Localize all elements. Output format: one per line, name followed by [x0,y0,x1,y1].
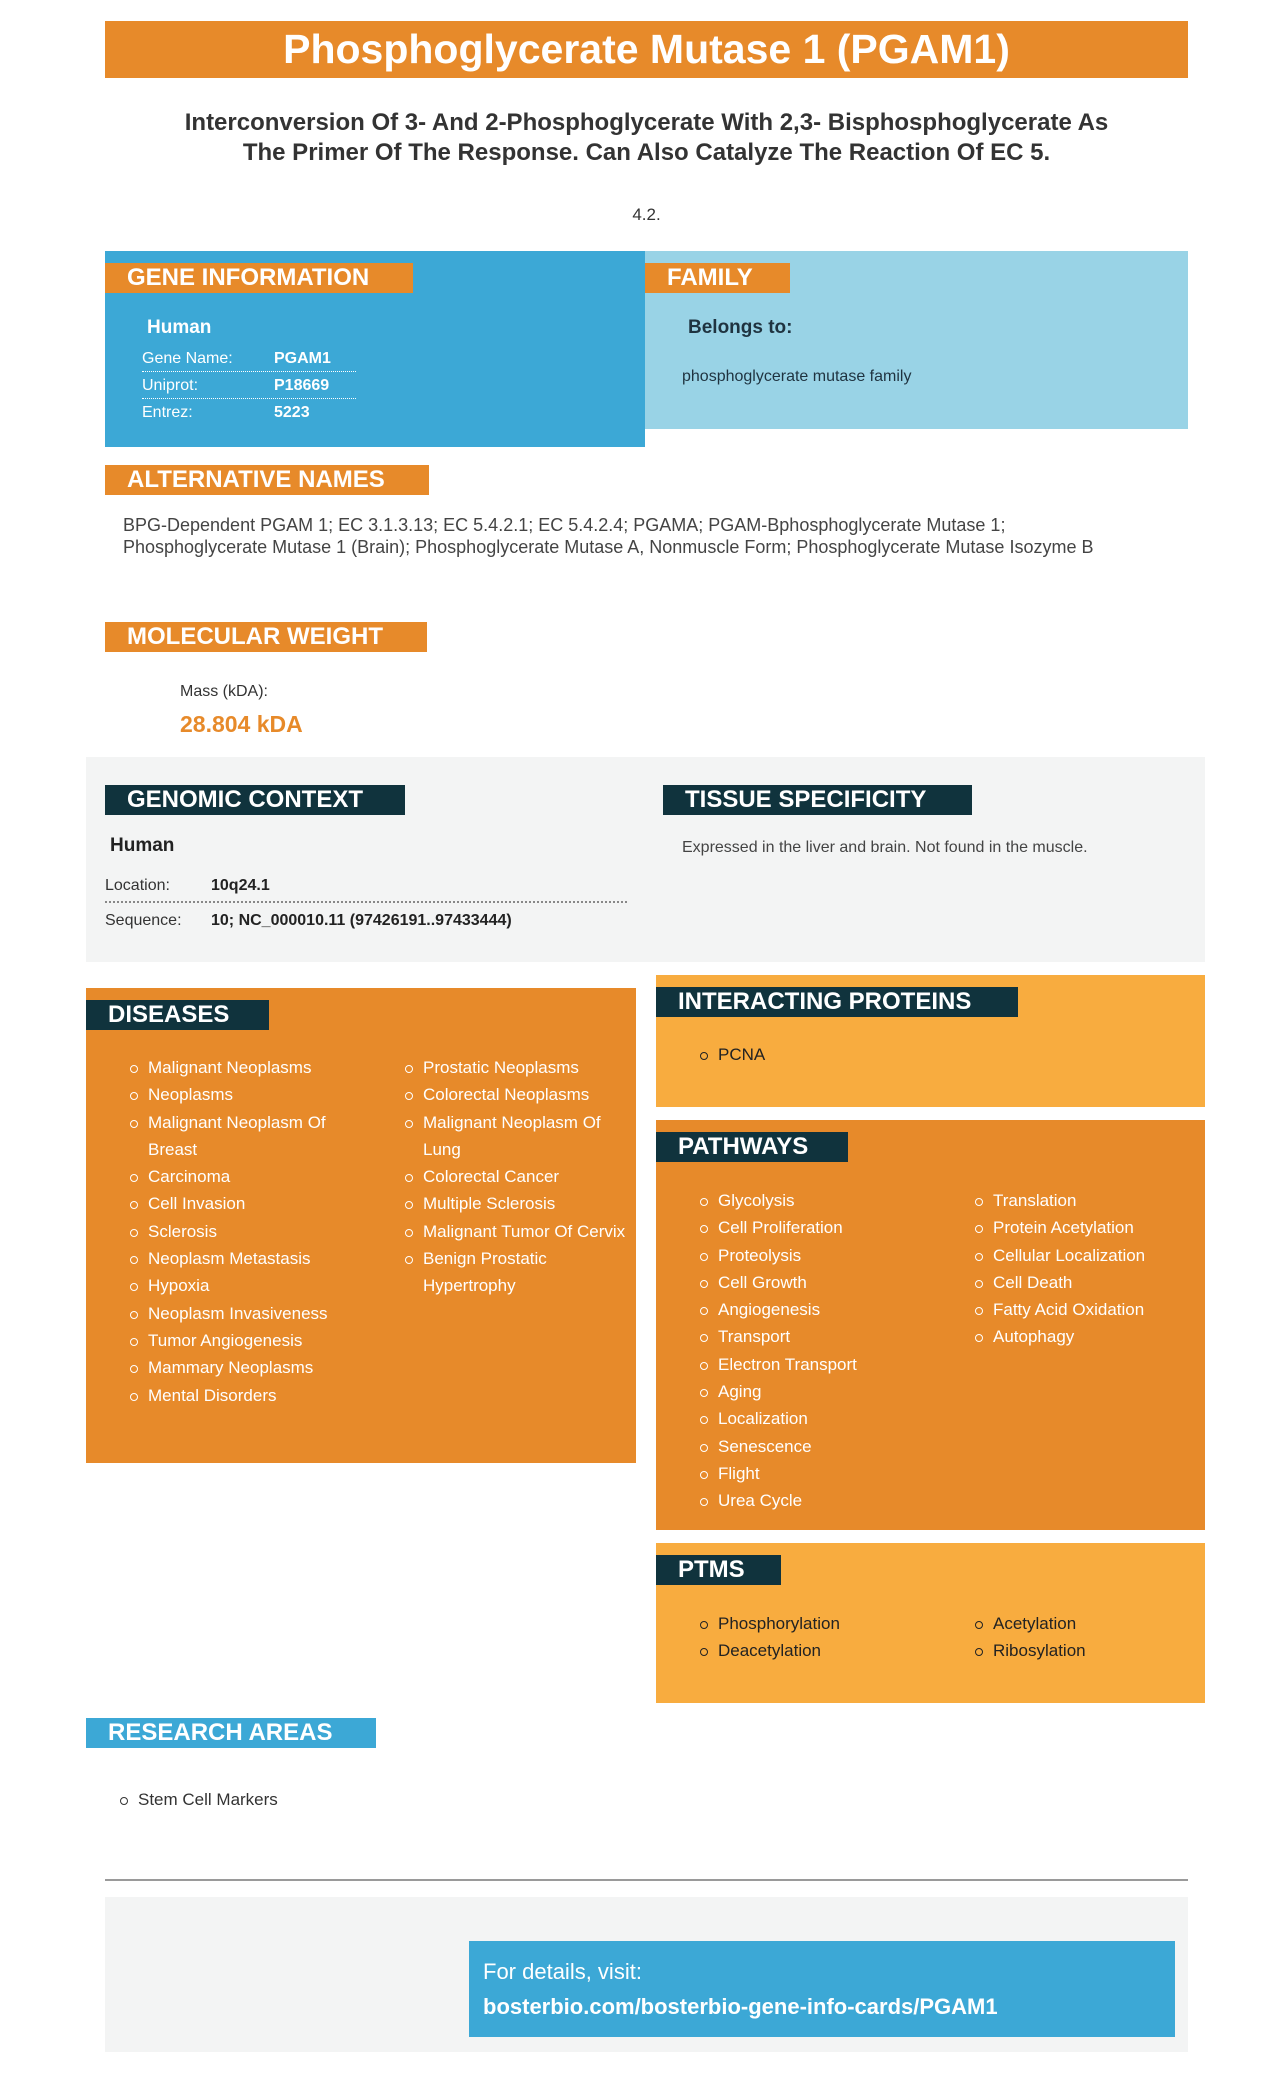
mass-label: Mass (kDA): [180,683,268,700]
list-item: Neoplasms [128,1081,368,1108]
list-item: Mammary Neoplasms [128,1354,368,1381]
list-item: Neoplasm Metastasis [128,1245,368,1272]
entrez-row [142,399,356,426]
list-item: Protein Acetylation [973,1214,1203,1241]
genomic-species: Human [110,835,175,856]
uniprot-label: Uniprot: [142,377,199,394]
list-item: Malignant Neoplasm Of Breast [128,1109,368,1164]
subtitle-line-1: Interconversion Of 3- And 2-Phosphoglycerate With 2,3- Bisphosphoglycerate As [184,109,1109,136]
tissue-specificity-heading: TISSUE SPECIFICITY [663,785,972,815]
footer-divider [105,1879,1188,1881]
alternative-names-heading: ALTERNATIVE NAMES [105,465,429,495]
uniprot-value: P18669 [274,377,330,394]
list-item: Proteolysis [698,1242,938,1269]
list-item: Neoplasm Invasiveness [128,1300,368,1327]
gene-information-heading: GENE INFORMATION [105,263,413,293]
list-item: Colorectal Neoplasms [403,1081,633,1108]
list-item: Colorectal Cancer [403,1163,633,1190]
list-item: Malignant Neoplasms [128,1054,368,1081]
ptms-heading: PTMS [656,1555,781,1585]
family-text: phosphoglycerate mutase family [682,368,912,385]
list-item: Glycolysis [698,1187,938,1214]
list-item: Cell Invasion [128,1190,368,1217]
family-belongs-label: Belongs to: [688,317,793,338]
list-item: Cell Death [973,1269,1203,1296]
details-url-link[interactable]: bosterbio.com/bosterbio-gene-info-cards/PGAM1 [483,1994,998,2019]
subtitle-line-2: The Primer Of The Response. Can Also Catalyze The Reaction Of EC 5. [242,139,1051,166]
uniprot-row [142,372,356,399]
location-label: Location: [105,877,170,894]
location-row [105,869,627,903]
molecular-weight-heading: MOLECULAR WEIGHT [105,622,427,652]
ptms-list-col1 [698,1610,938,1665]
list-item: Malignant Neoplasm Of Lung [403,1109,633,1164]
page-subtitle [105,108,1188,168]
list-item: Deacetylation [698,1637,938,1664]
pathways-list-col1 [698,1187,938,1515]
list-item: Translation [973,1187,1203,1214]
list-item: Stem Cell Markers [118,1786,418,1813]
details-link-box[interactable] [469,1941,1175,2037]
list-item: Multiple Sclerosis [403,1190,633,1217]
ec-number: 4.2. [632,205,661,224]
list-item: Prostatic Neoplasms [403,1054,633,1081]
sequence-value: 10; NC_000010.11 (97426191..97433444) [211,912,512,929]
tissue-specificity-text: Expressed in the liver and brain. Not found in the muscle. [682,839,1088,856]
pathways-heading: PATHWAYS [656,1132,848,1162]
details-label: For details, visit: [483,1959,642,1984]
page-title: Phosphoglycerate Mutase 1 (PGAM1) [105,21,1188,78]
list-item: Flight [698,1460,938,1487]
list-item: Tumor Angiogenesis [128,1327,368,1354]
list-item: Acetylation [973,1610,1203,1637]
family-heading: FAMILY [645,263,790,293]
list-item: Electron Transport [698,1351,938,1378]
sequence-label: Sequence: [105,912,182,929]
list-item: Fatty Acid Oxidation [973,1296,1203,1323]
diseases-list-col2 [403,1054,633,1300]
research-areas-heading: RESEARCH AREAS [86,1718,376,1748]
list-item: Urea Cycle [698,1487,938,1514]
ptms-list-col2 [973,1610,1203,1665]
alternative-names-text: BPG-Dependent PGAM 1; EC 3.1.3.13; EC 5.4.2.1; EC 5.4.2.4; PGAMA; PGAM-Bphosphoglycerate Mutase 1; Phosphoglycerate Mutase 1 (Brain); Phosphoglycerate Mutase A, Nonmuscle Form; Phosphoglycerate Mutase Isozyme B [123,515,1094,557]
list-item: Localization [698,1405,938,1432]
gene-name-value: PGAM1 [274,350,331,367]
list-item: Malignant Tumor Of Cervix [403,1218,633,1245]
list-item: Sclerosis [128,1218,368,1245]
list-item: Benign Prostatic Hypertrophy [403,1245,633,1300]
diseases-heading: DISEASES [86,1000,269,1030]
list-item: Cell Growth [698,1269,938,1296]
list-item: Hypoxia [128,1272,368,1299]
genomic-context-heading: GENOMIC CONTEXT [105,785,405,815]
list-item: Transport [698,1323,938,1350]
gene-name-label: Gene Name: [142,350,233,367]
list-item: Cellular Localization [973,1242,1203,1269]
list-item: Cell Proliferation [698,1214,938,1241]
diseases-list-col1 [128,1054,368,1409]
gene-name-row [142,345,356,372]
list-item: PCNA [698,1041,898,1068]
research-areas-list [118,1786,418,1813]
list-item: Aging [698,1378,938,1405]
entrez-value: 5223 [274,404,310,421]
entrez-label: Entrez: [142,404,193,421]
gene-species: Human [147,317,212,338]
list-item: Phosphorylation [698,1610,938,1637]
list-item: Autophagy [973,1323,1203,1350]
interacting-proteins-list [698,1041,898,1068]
list-item: Ribosylation [973,1637,1203,1664]
mass-value: 28.804 kDA [180,711,303,737]
interacting-proteins-heading: INTERACTING PROTEINS [656,987,1018,1017]
location-value: 10q24.1 [211,877,270,894]
sequence-row [105,904,627,938]
pathways-list-col2 [973,1187,1203,1351]
list-item: Senescence [698,1433,938,1460]
list-item: Mental Disorders [128,1382,368,1409]
list-item: Angiogenesis [698,1296,938,1323]
list-item: Carcinoma [128,1163,368,1190]
